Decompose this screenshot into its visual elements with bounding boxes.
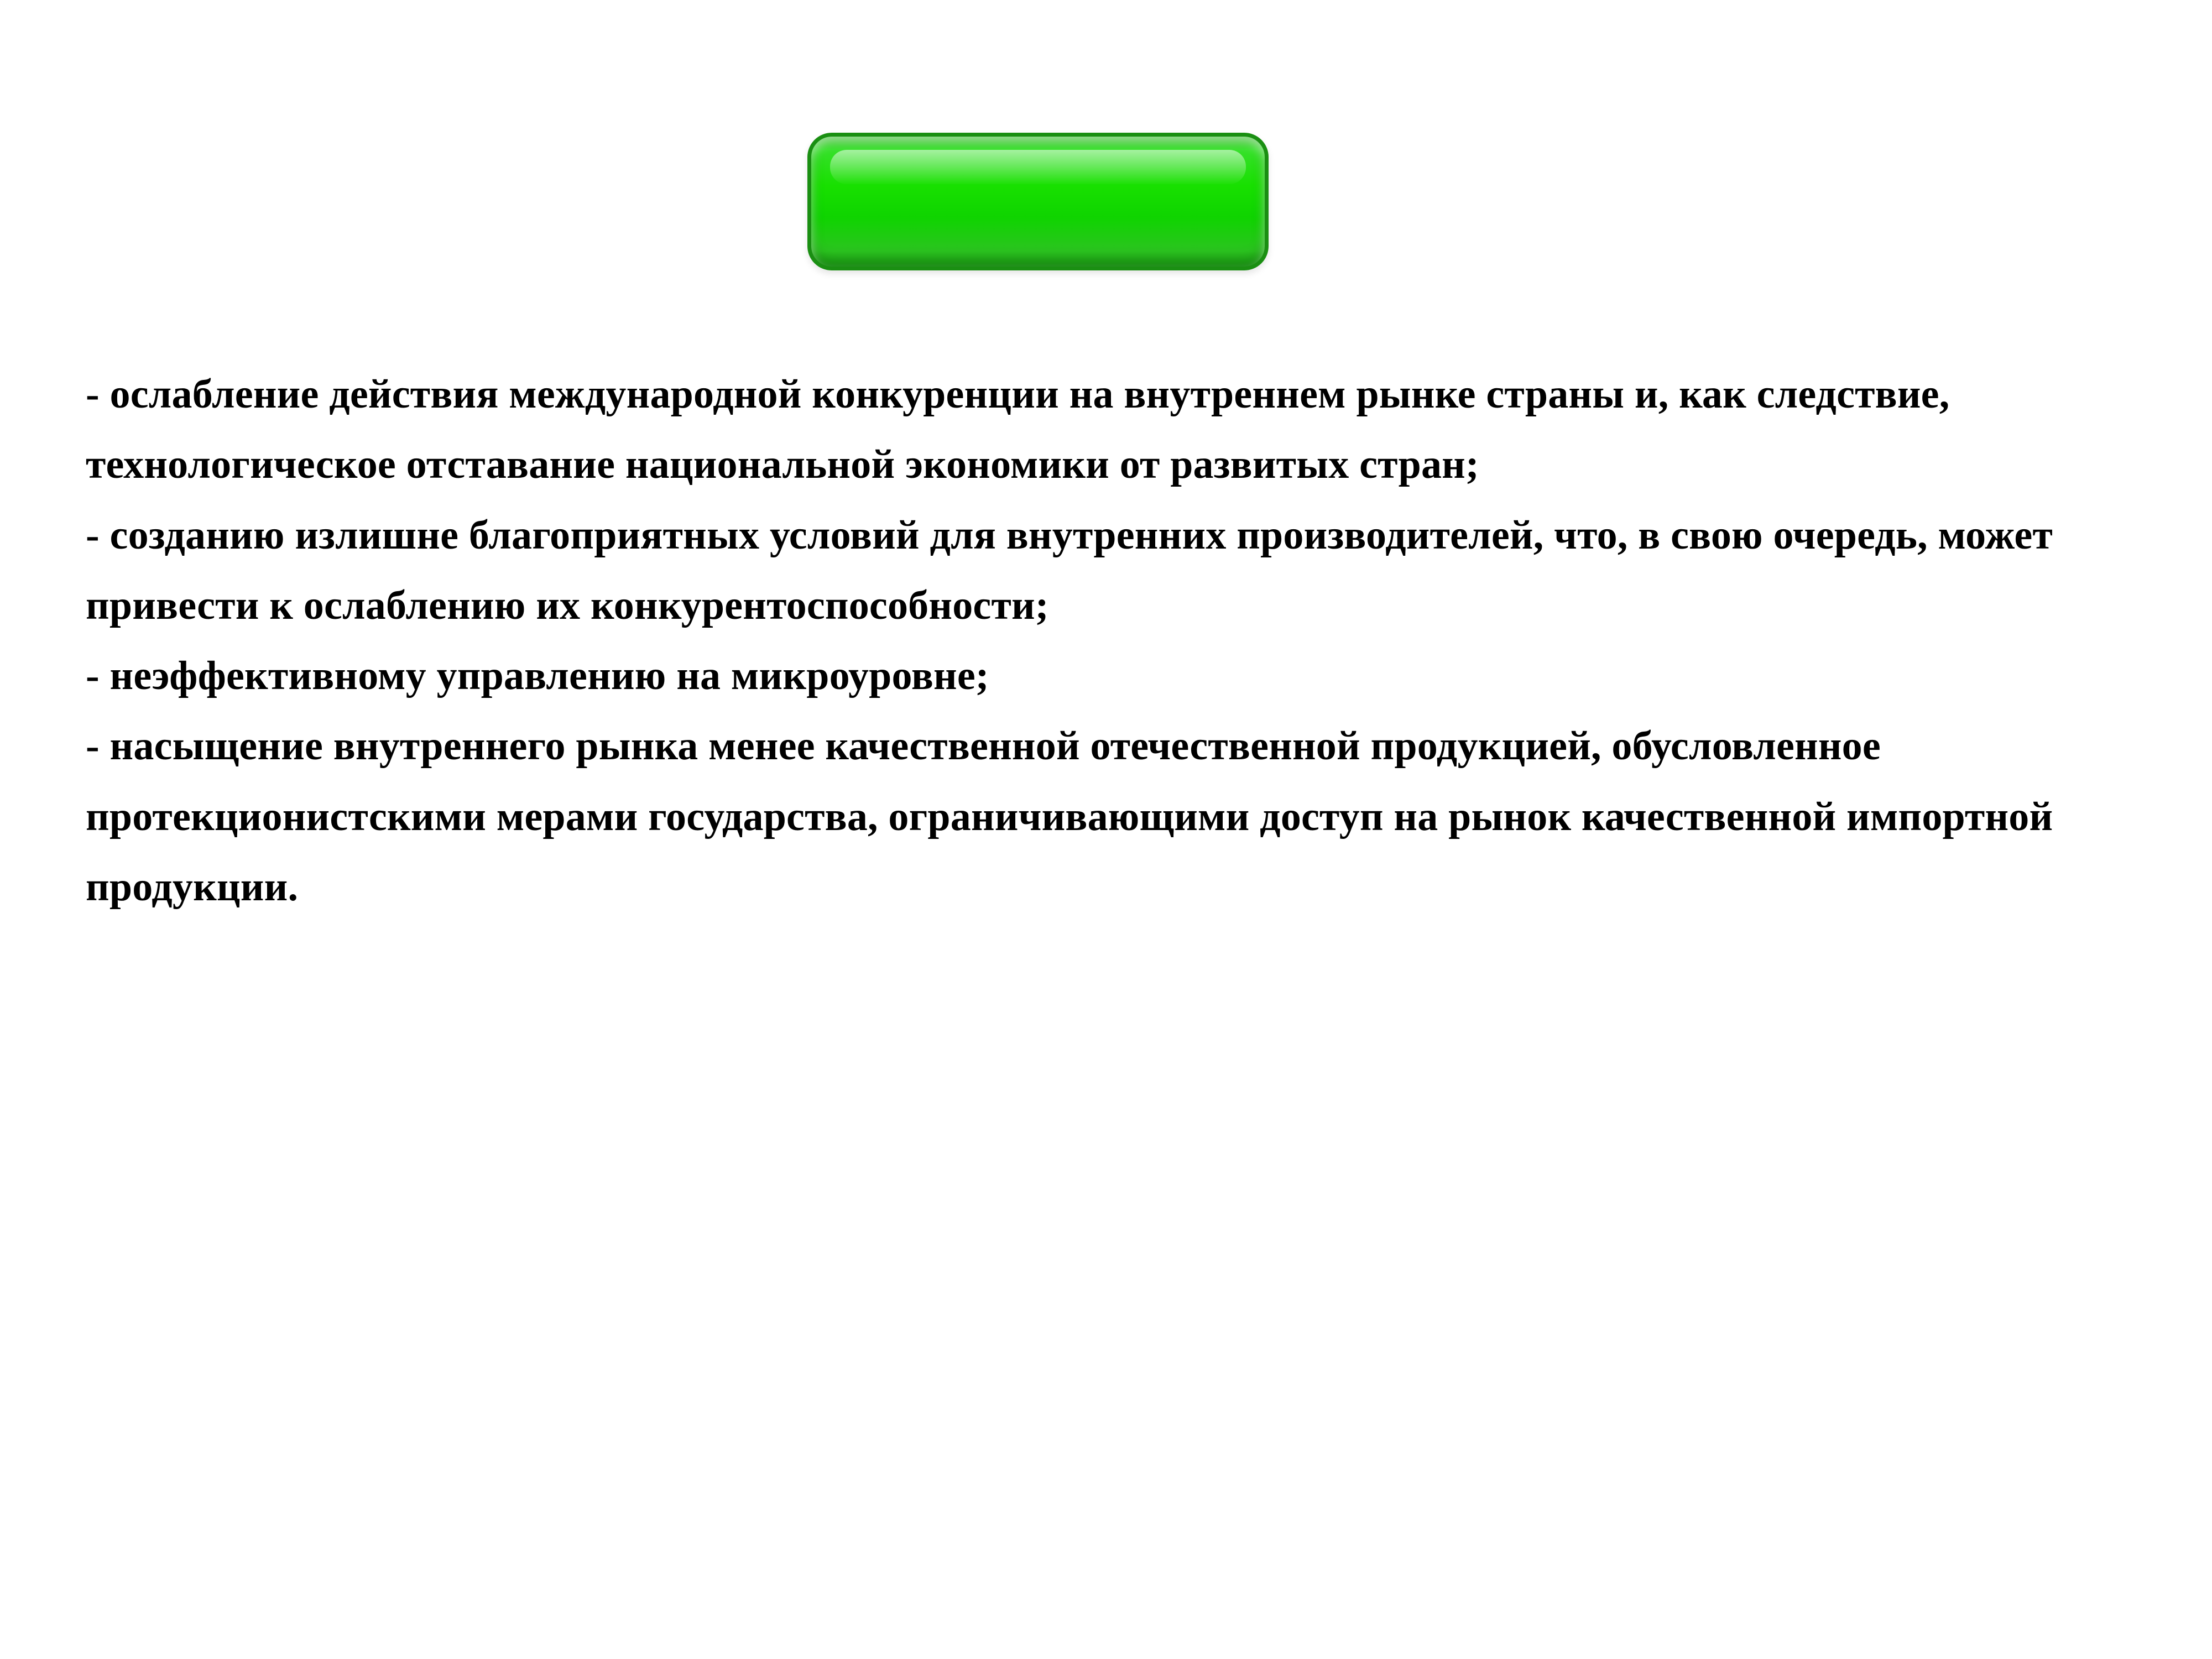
bullet-paragraph-1: - ослабление действия международной конкуренции на внутреннем рынке страны и, как следствие, технологическое отставание национальной экономики от развитых стран; — [86, 372, 1950, 488]
green-rounded-banner — [807, 133, 1269, 270]
green-banner-label — [811, 137, 1265, 267]
bullet-paragraph-2: - созданию излишне благоприятных условий для внутренних производителей, что, в свою очередь, может привести к ослаблению их конкурентоспособности; — [86, 512, 2053, 628]
bullet-paragraph-4: - насыщение внутреннего рынка менее качественной отечественной продукцией, обусловленное протекционистскими мерами государства, ограничивающими доступ на рынок качественной импортной продукции. — [86, 723, 2053, 910]
body-text-block — [86, 359, 2143, 922]
bullet-paragraph-3: - неэффективному управлению на микроуровне; — [86, 653, 989, 699]
